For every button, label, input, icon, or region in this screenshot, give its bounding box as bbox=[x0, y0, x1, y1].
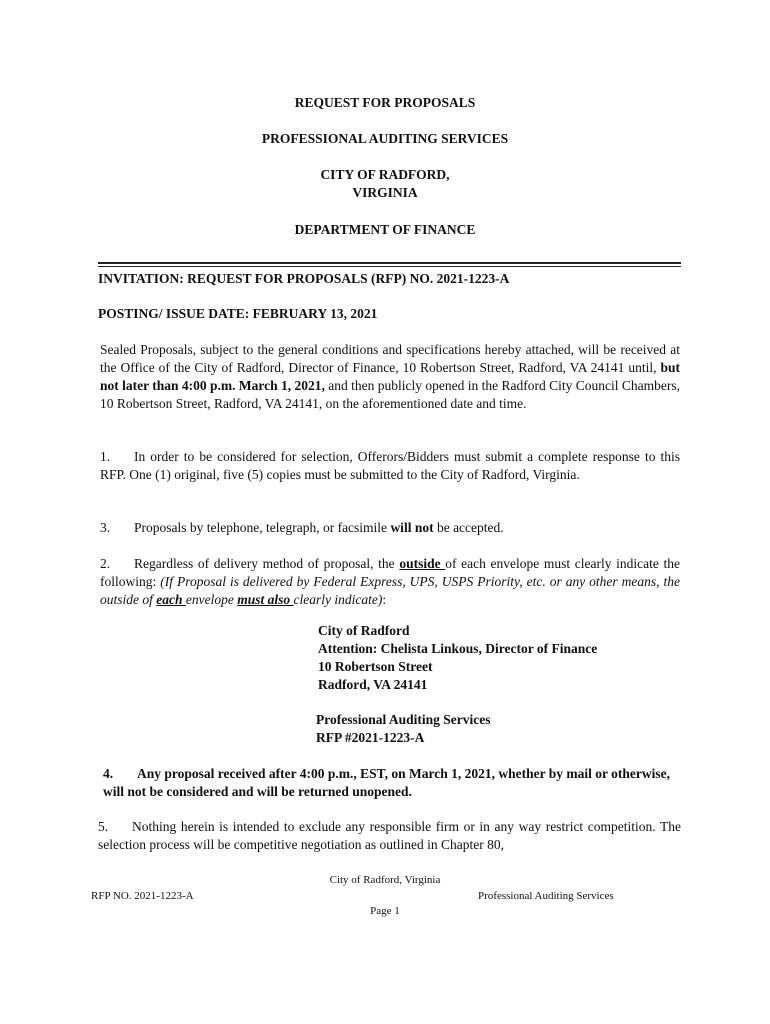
title-request-for-proposals: REQUEST FOR PROPOSALS bbox=[294, 95, 476, 110]
address-city: City of Radford bbox=[318, 623, 410, 638]
item-2-colon: : bbox=[382, 592, 387, 607]
item-2-paragraph bbox=[100, 555, 680, 609]
intro-text-1: Sealed Proposals, subject to the general conditions and specifications hereby attached, will be received at the Office of the City of Radford, Director of Finance, 10 Robertson Street, Radford, VA 24141 until, bbox=[100, 342, 680, 375]
item-3-text-2: be accepted. bbox=[433, 520, 504, 535]
address-city-state-zip: Radford, VA 24141 bbox=[318, 677, 428, 692]
item-2-italic-3: clearly indicate) bbox=[293, 592, 383, 607]
footer-rfp-number: RFP NO. 2021-1223-A bbox=[91, 890, 194, 902]
item-1-number: 1. bbox=[100, 449, 111, 464]
invitation-line: INVITATION: REQUEST FOR PROPOSALS (RFP) NO. 2021-1223-A bbox=[98, 271, 510, 286]
item-5-paragraph bbox=[98, 818, 681, 854]
item-5-number: 5. bbox=[98, 819, 109, 834]
item-3-number: 3. bbox=[100, 520, 111, 535]
label-rfp-number: RFP #2021-1223-A bbox=[316, 730, 425, 745]
item-1-paragraph bbox=[100, 448, 680, 484]
title-state: VIRGINIA bbox=[352, 185, 418, 200]
item-2-each: each bbox=[156, 592, 186, 607]
label-service: Professional Auditing Services bbox=[316, 712, 491, 727]
item-3-paragraph bbox=[100, 519, 680, 537]
posting-date-line: POSTING/ ISSUE DATE: FEBRUARY 13, 2021 bbox=[98, 306, 378, 321]
title-department: DEPARTMENT OF FINANCE bbox=[294, 222, 476, 237]
item-2-must-also: must also bbox=[237, 592, 294, 607]
item-5-text: Nothing herein is intended to exclude any responsible firm or in any way restrict competition. The selection process will be competitive negotiation as outlined in Chapter 80, bbox=[98, 819, 681, 852]
header-rule-top bbox=[98, 262, 681, 264]
footer-page-number: Page 1 bbox=[370, 905, 400, 917]
address-attention: Attention: Chelista Linkous, Director of Finance bbox=[318, 641, 598, 656]
rfp-label-block bbox=[316, 711, 491, 747]
item-3-text-1: Proposals by telephone, telegraph, or facsimile bbox=[134, 520, 391, 535]
intro-deadline: but not later than 4:00 p.m. March 1, 2021, bbox=[100, 360, 680, 393]
intro-paragraph bbox=[100, 341, 680, 413]
mailing-address-block bbox=[318, 622, 597, 694]
footer-service: Professional Auditing Services bbox=[478, 890, 614, 902]
address-street: 10 Robertson Street bbox=[318, 659, 433, 674]
item-2-italic-1: (If Proposal is delivered by Federal Express, UPS, USPS Priority, etc. or any other means, the outside of bbox=[100, 574, 680, 607]
item-2-italic-2: envelope bbox=[185, 592, 238, 607]
item-2-outside: outside bbox=[399, 556, 446, 571]
title-city: CITY OF RADFORD, bbox=[320, 167, 450, 182]
footer-city: City of Radford, Virginia bbox=[329, 874, 441, 886]
header-rule-bottom bbox=[98, 266, 681, 267]
item-2-number: 2. bbox=[100, 556, 111, 571]
item-3-will-not: will not bbox=[390, 520, 434, 535]
item-1-text: In order to be considered for selection, Offerors/Bidders must submit a complete response to this RFP. One (1) original, five (5) copies must be submitted to the City of Radford, Virginia. bbox=[100, 449, 680, 482]
title-service: PROFESSIONAL AUDITING SERVICES bbox=[261, 131, 509, 146]
item-4-paragraph bbox=[103, 765, 681, 801]
item-2-text-1: Regardless of delivery method of proposal, the bbox=[134, 556, 400, 571]
item-4-number: 4. bbox=[103, 766, 114, 781]
item-4-text: Any proposal received after 4:00 p.m., EST, on March 1, 2021, whether by mail or otherwise, will not be considered and will be returned unopened. bbox=[103, 766, 670, 799]
intro-text-2: and then publicly opened in the Radford City Council Chambers, 10 Robertson Street, Radford, VA 24141, on the aforementioned date and time. bbox=[100, 378, 681, 411]
item-2-text-2: of each envelope must clearly indicate the following: bbox=[100, 556, 680, 589]
